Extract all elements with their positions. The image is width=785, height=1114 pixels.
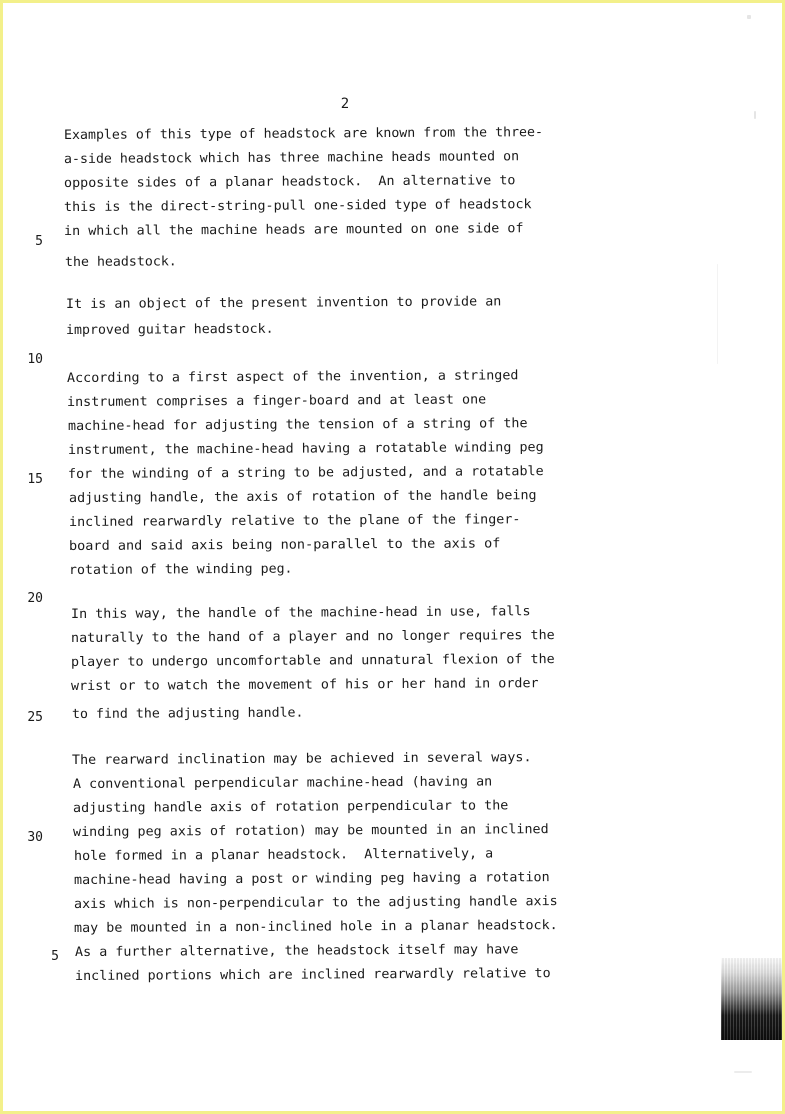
page-number: 2 bbox=[340, 96, 350, 112]
text-line: opposite sides of a planar headstock. An alternative to bbox=[63, 173, 516, 191]
text-line: machine-head for adjusting the tension of a string of the bbox=[67, 416, 528, 434]
text-line: adjusting handle, the axis of rotation of the handle being bbox=[68, 488, 537, 506]
text-line: to find the adjusting handle. bbox=[71, 705, 304, 722]
text-line: for the winding of a string to be adjusted, and a rotatable bbox=[67, 464, 544, 482]
text-line: the headstock. bbox=[64, 254, 177, 270]
text-line: axis which is non-perpendicular to the adjusting handle axis bbox=[73, 894, 558, 912]
text-line: adjusting handle axis of rotation perpendicular to the bbox=[72, 798, 509, 816]
scan-speck bbox=[734, 1071, 752, 1073]
text-line: hole formed in a planar headstock. Alternatively, a bbox=[73, 846, 494, 864]
text-line: According to a first aspect of the invention, a stringed bbox=[66, 368, 519, 386]
text-line: instrument comprises a finger-board and at least one bbox=[66, 392, 487, 410]
line-number-15: 15 bbox=[27, 472, 43, 487]
text-line: inclined rearwardly relative to the plane of the finger- bbox=[68, 512, 521, 530]
scan-artifact bbox=[721, 958, 783, 1040]
scan-speck bbox=[747, 15, 751, 19]
text-line: board and said axis being non-parallel to the axis of bbox=[68, 536, 501, 554]
text-line: winding peg axis of rotation) may be mounted in an inclined bbox=[72, 822, 549, 840]
text-line: In this way, the handle of the machine-head in use, falls bbox=[70, 604, 531, 622]
text-line: The rearward inclination may be achieved in several ways. bbox=[71, 750, 532, 768]
text-line: As a further alternative, the headstock itself may have bbox=[74, 942, 519, 960]
text-line: wrist or to watch the movement of his or her hand in order bbox=[70, 676, 539, 694]
text-line: this is the direct-string-pull one-sided type of headstock bbox=[63, 197, 532, 215]
line-number-10: 10 bbox=[27, 352, 43, 367]
text-line: rotation of the winding peg. bbox=[68, 561, 293, 578]
text-line: instrument, the machine-head having a rotatable winding peg bbox=[67, 440, 544, 458]
line-number-5-bottom: 5 bbox=[51, 949, 59, 964]
line-number-30: 30 bbox=[27, 830, 43, 845]
text-line: naturally to the hand of a player and no longer requires the bbox=[70, 628, 555, 646]
line-number-20: 20 bbox=[27, 591, 43, 606]
text-line: It is an object of the present invention to provide an bbox=[65, 294, 502, 312]
line-number-25: 25 bbox=[27, 710, 43, 725]
text-line: a-side headstock which has three machine heads mounted on bbox=[63, 149, 520, 167]
text-line: improved guitar headstock. bbox=[65, 321, 274, 338]
text-line: A conventional perpendicular machine-head (having an bbox=[72, 774, 493, 792]
text-line: machine-head having a post or winding peg having a rotation bbox=[73, 870, 550, 888]
text-line: inclined portions which are inclined rearwardly relative to bbox=[74, 966, 551, 984]
scan-speck bbox=[754, 111, 756, 119]
text-line: may be mounted in a non-inclined hole in a planar headstock. bbox=[73, 918, 558, 936]
text-line: player to undergo uncomfortable and unnatural flexion of the bbox=[70, 652, 555, 670]
line-number-5-top: 5 bbox=[35, 234, 43, 249]
scan-speck bbox=[717, 264, 718, 364]
text-line: in which all the machine heads are mounted on one side of bbox=[63, 221, 524, 239]
text-line: Examples of this type of headstock are known from the three- bbox=[63, 125, 544, 143]
